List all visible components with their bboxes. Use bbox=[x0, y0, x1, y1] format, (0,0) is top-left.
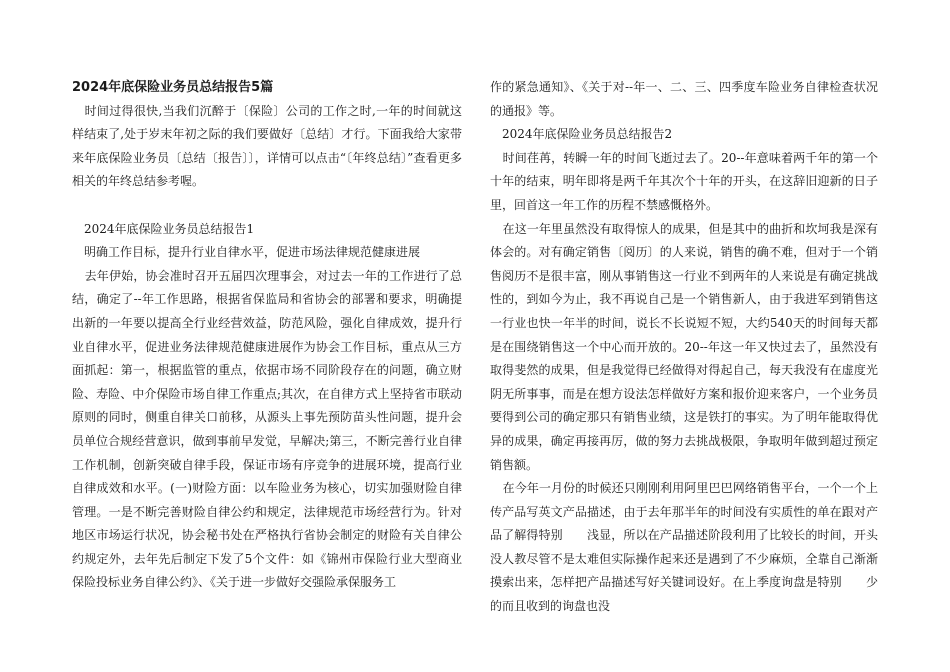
right-column bbox=[490, 76, 878, 619]
report1-continued: 作的紧急通知》、《关于对--年一、二、三、四季度车险业务自律检查状况的通报》等。 bbox=[490, 80, 878, 118]
report2-paragraph-2: 在这一年里虽然没有取得惊人的成果，但是其中的曲折和坎坷我是深有体会的。对有确定销售〔阅历〕的人来说，销售的确不难，但对于一个销售阅历不是很丰富，刚从事销售这一行业不到两年的人来说是有确定挑战性的，到如今为止，我不再说自己是一个销售新人，由于我进军到销售这一行业也快一年半的时间，说长不长说短不短，大约540天的时间每天都是在围绕销售这一个中心而开放的。20--年这一年又快过去了，虽然没有取得斐然的成果，但是我觉得已经做得对得起自己，每天我没有在虚度光阴无所事事，而是在想方设法怎样做好方案和报价迎来客户，一个业务员要得到公司的确定那只有销售业绩，这是铁打的事实。为了明年能取得优异的成果，确定再接再厉，做的努力去挑战极限，争取明年做到超过预定销售额。 bbox=[490, 221, 878, 472]
intro-paragraph: 时间过得很快,当我们沉醉于〔保险〕公司的工作之时,一年的时间就这样结束了,处于岁末年初之际的我们要做好〔总结〕才行。下面我给大家带来年底保险业务员〔总结〔报告〕〕，详情可以点击“〔年终总结〕”查看更多相关的年终总结参考喔。 bbox=[72, 103, 462, 189]
document-title: 2024年底保险业务员总结报告5篇 bbox=[72, 80, 274, 95]
report2-paragraph-1: 时间荏苒，转瞬一年的时间飞逝过去了。20--年意味着两千年的第一个十年的结束，明年即将是两千年其次个十年的开头，在这辞旧迎新的日子里，回首这一年工作的历程不禁感慨格外。 bbox=[490, 150, 878, 212]
report2-paragraph-3: 在今年一月份的时候还只刚刚利用阿里巴巴网络销售平台，一个一个上传产品写英文产品描述，由于去年那半年的时间没有实质性的单在跟对产品了解得特别 浅显，所以在产品描述阶段利用了比较长的时间，开头没人教尽管不是太难但实际操作起来还是遇到了不少麻烦，全靠自己渐渐摸索出来，怎样把产品描述写好关键词设好。在上季度询盘是特别 少的而且收到的询盘也没 bbox=[490, 481, 878, 614]
left-column bbox=[72, 76, 462, 595]
report1-subtitle: 明确工作目标，提升行业自律水平，促进市场法律规范健康进展 bbox=[84, 245, 421, 260]
report2-heading: 2024年底保险业务员总结报告2 bbox=[502, 127, 673, 142]
report1-heading: 2024年底保险业务员总结报告1 bbox=[84, 221, 255, 236]
report1-body: 去年伊始，协会准时召开五届四次理事会，对过去一年的工作进行了总结，确定了--年工作思路，根据省保监局和省协会的部署和要求，明确提出新的一年要以提高全行业经营效益，防范风险，强化自律成效，提升行业自律水平，促进业务法律规范健康进展作为协会工作目标，重点从三方面抓起：第一，根据监管的重点，依据市场不同阶段存在的问题，确立财险、寿险、中介保险市场自律工作重点;其次，在自律方式上坚持省市联动原则的同时，侧重自律关口前移，从源头上事先预防苗头性问题，提升会员单位合规经营意识，做到事前早发觉，早解决;第三，不断完善行业自律工作机制，创新突破自律手段，保证市场有序竞争的进展环境，提高行业自律成效和水平。(一)财险方面：以车险业务为核心，切实加强财险自律管理。一是不断完善财险自律公约和规定，法律规范市场经营行为。针对地区市场运行状况，协会秘书处在严格执行省协会制定的财险有关自律公约规定外，去年先后制定下发了5个文件：如《锦州市保险行业大型商业保险投标业务自律公约》、《关于进一步做好交强险承保服务工 bbox=[72, 268, 462, 590]
paragraph-spacer bbox=[72, 194, 462, 218]
